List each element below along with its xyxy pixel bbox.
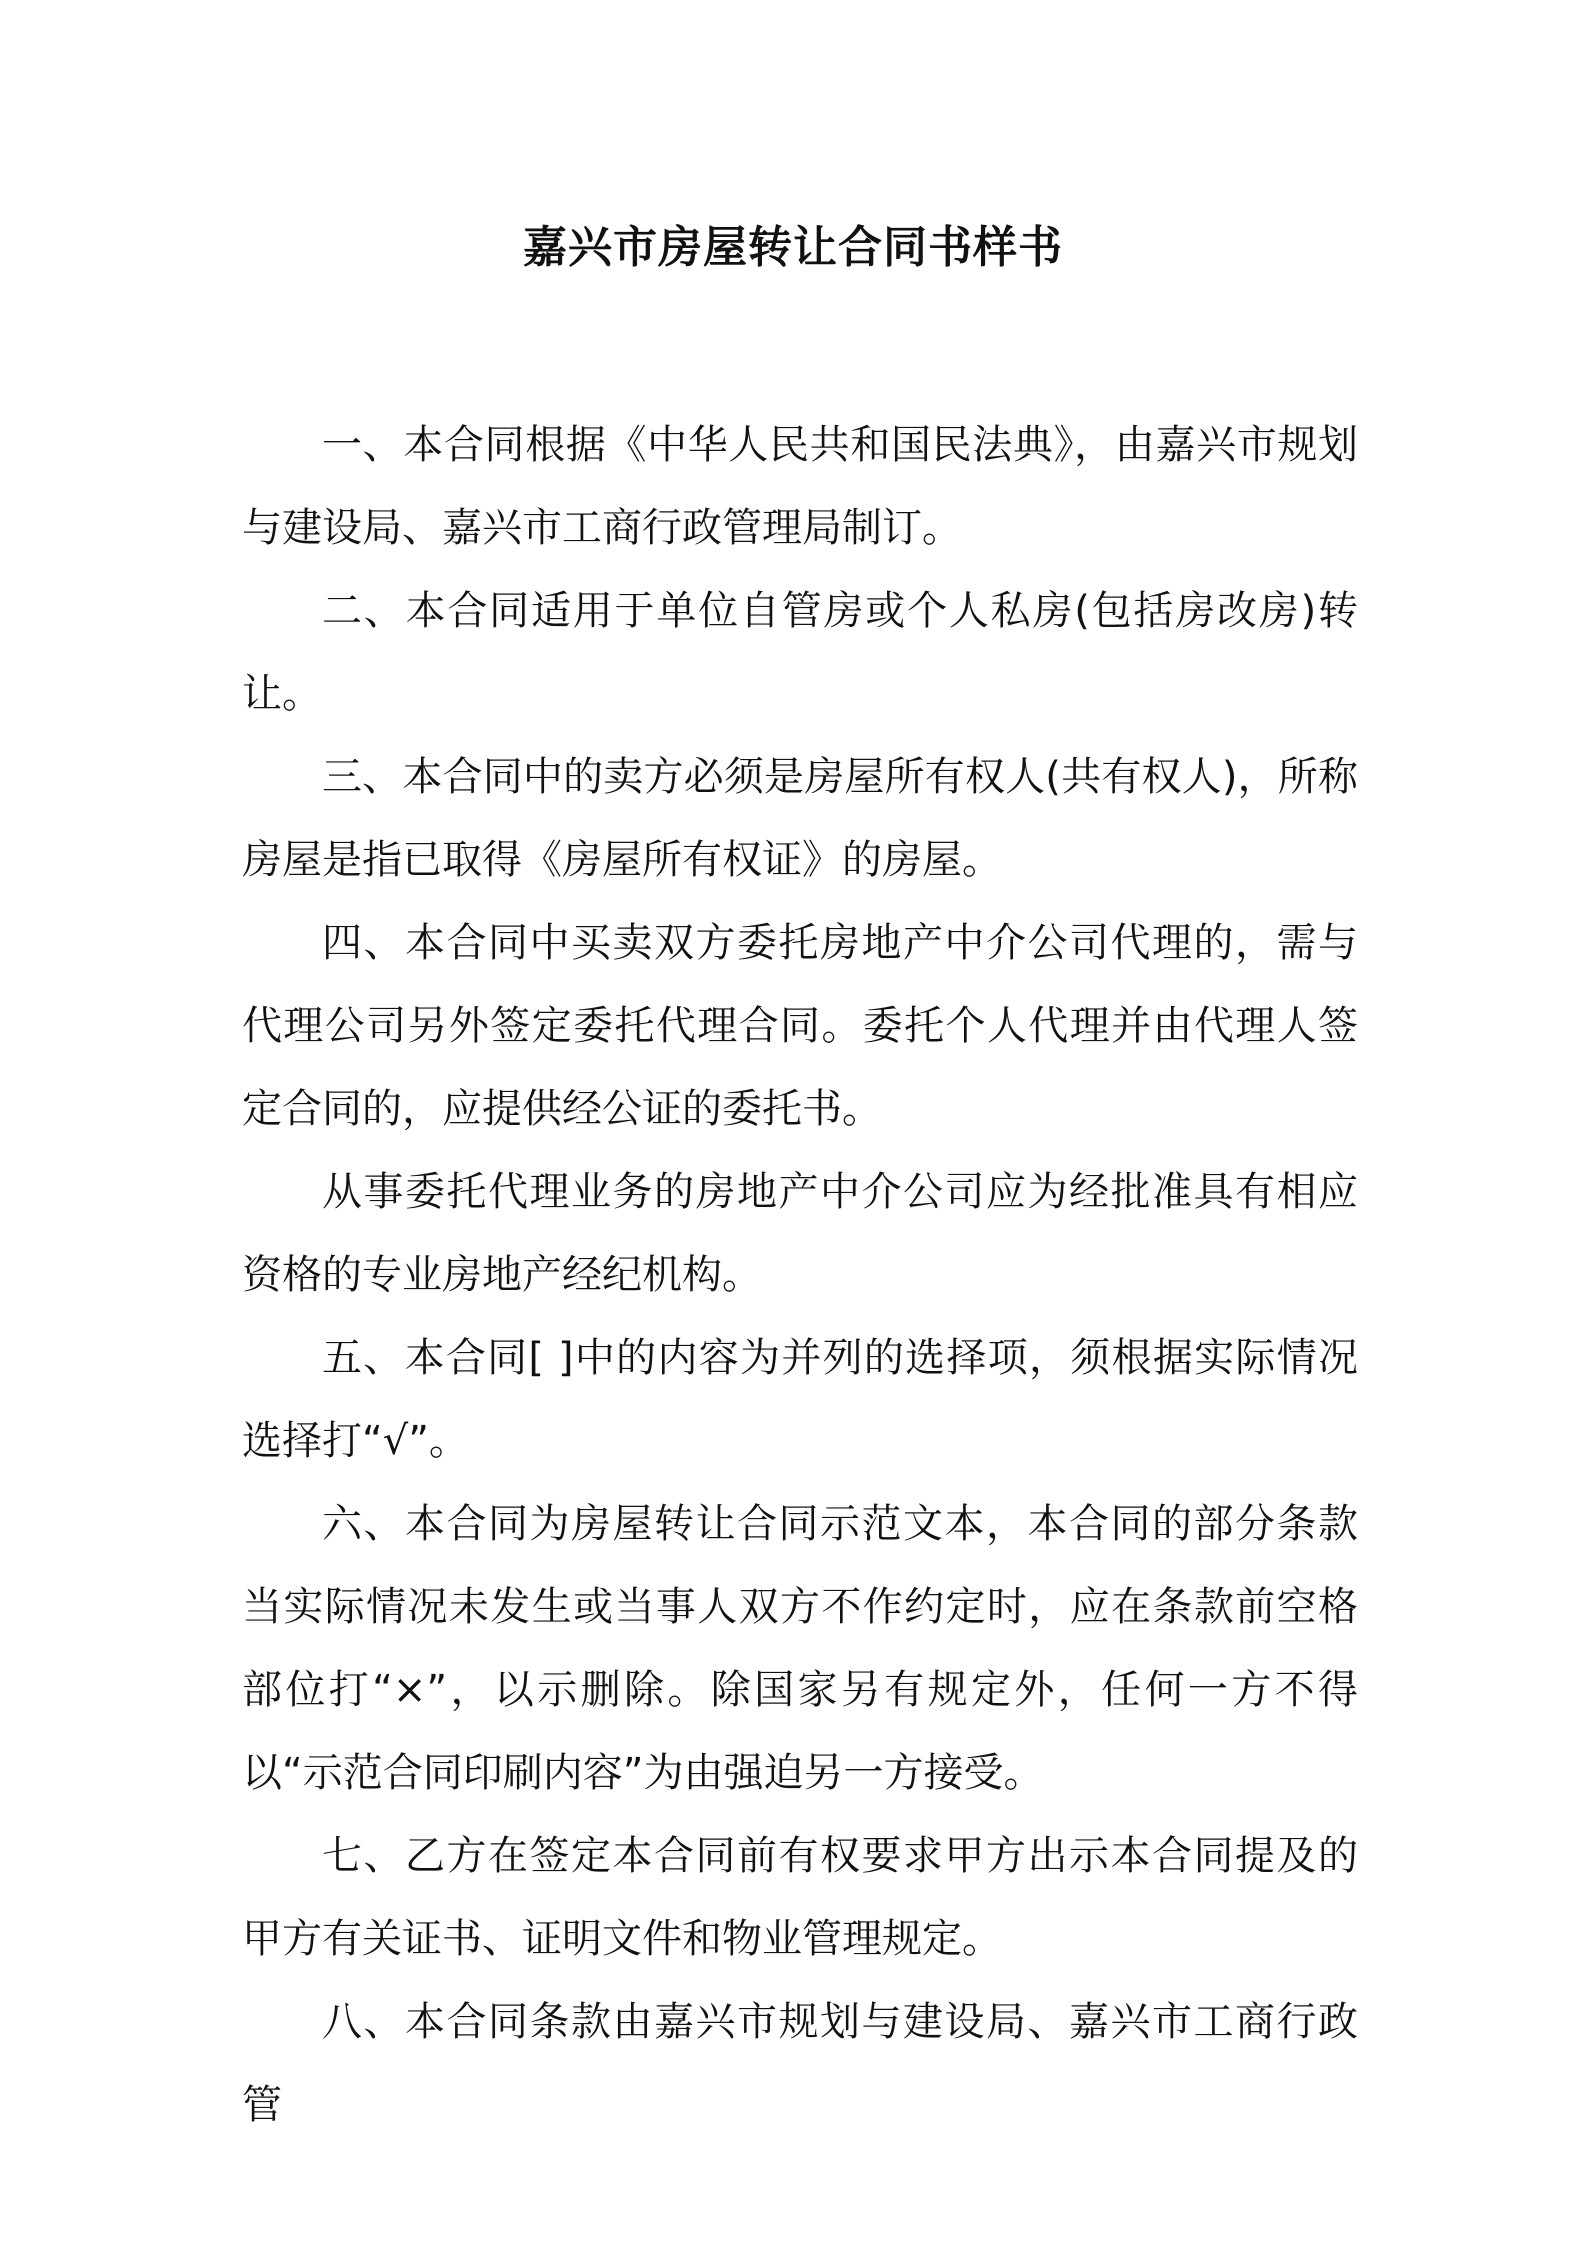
paragraph-1: 一、本合同根据《中华人民共和国民法典》，由嘉兴市规划与建设局、嘉兴市工商行政管理局制订。: [242, 422, 1358, 551]
paragraph-3: 三、本合同中的卖方必须是房屋所有权人(共有权人)，所称房屋是指已取得《房屋所有权证》的房屋。: [242, 754, 1358, 883]
paragraph-8: 八、本合同条款由嘉兴市规划与建设局、嘉兴市工商行政管: [242, 1999, 1358, 2128]
document-title: 嘉兴市房屋转让合同书样书: [523, 222, 1063, 273]
paragraph-2: 二、本合同适用于单位自管房或个人私房(包括房改房)转让。: [242, 588, 1358, 717]
paragraph-6: 六、本合同为房屋转让合同示范文本，本合同的部分条款当实际情况未发生或当事人双方不作约定时，应在条款前空格部位打“×”，以示删除。除国家另有规定外，任何一方不得以“示范合同印刷内容”为由强迫另一方接受。: [242, 1501, 1358, 1796]
document-body: [242, 404, 1358, 2147]
paragraph-4-note: 从事委托代理业务的房地产中介公司应为经批准具有相应资格的专业房地产经纪机构。: [242, 1169, 1358, 1298]
paragraph-4: 四、本合同中买卖双方委托房地产中介公司代理的，需与代理公司另外签定委托代理合同。委托个人代理并由代理人签定合同的，应提供经公证的委托书。: [242, 920, 1358, 1132]
paragraph-5: 五、本合同[ ]中的内容为并列的选择项，须根据实际情况选择打“√”。: [242, 1335, 1358, 1464]
paragraph-7: 七、乙方在签定本合同前有权要求甲方出示本合同提及的甲方有关证书、证明文件和物业管理规定。: [242, 1833, 1358, 1962]
